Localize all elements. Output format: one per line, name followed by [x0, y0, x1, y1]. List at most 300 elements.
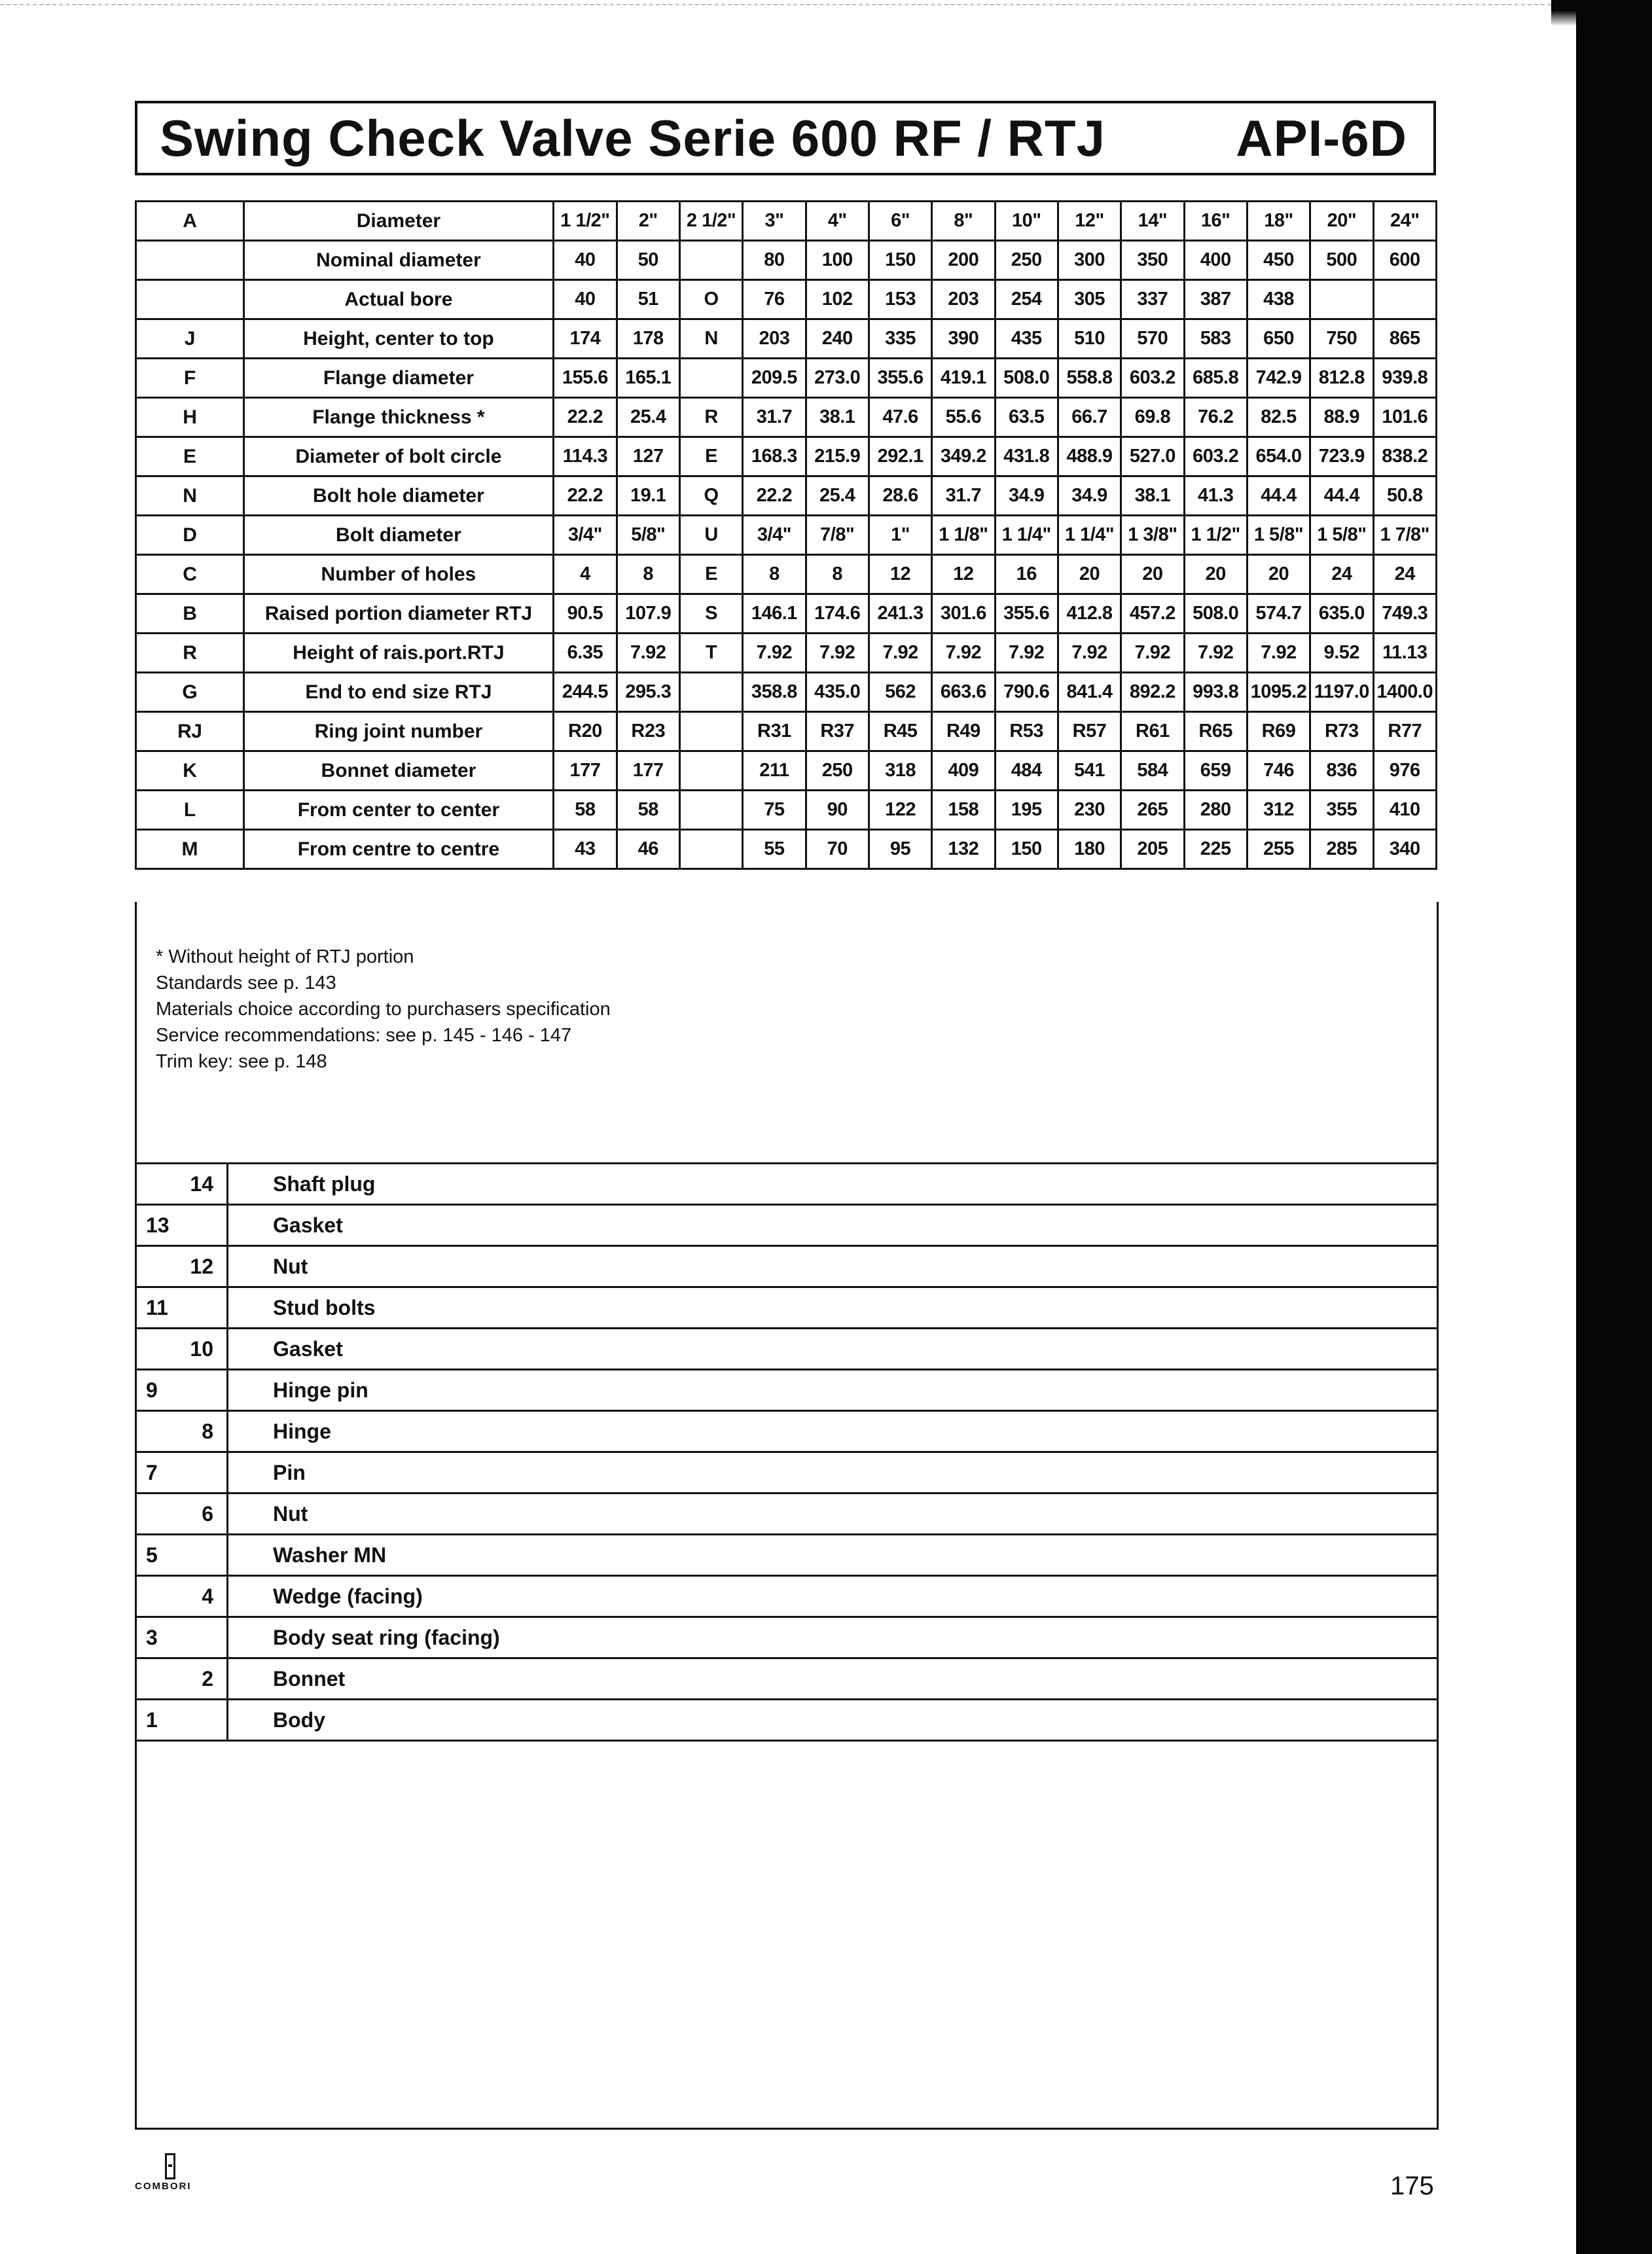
table-cell: 16" [1184, 202, 1247, 241]
table-cell: 203 [932, 280, 995, 319]
part-name: Hinge [228, 1411, 1438, 1452]
table-cell: 80 [743, 241, 806, 280]
table-cell: 1 5/8" [1247, 516, 1310, 555]
table-cell: 55 [743, 830, 806, 869]
part-number: 5 [136, 1535, 228, 1576]
table-cell: 209.5 [743, 359, 806, 398]
table-cell: 76 [743, 280, 806, 319]
dimension-label: Diameter of bolt circle [243, 437, 554, 476]
table-cell: 150 [995, 830, 1058, 869]
table-cell: 240 [806, 319, 869, 359]
table-cell: 1 7/8" [1373, 516, 1437, 555]
table-cell: 558.8 [1058, 359, 1121, 398]
table-cell [1373, 280, 1437, 319]
table-cell: 150 [869, 241, 931, 280]
table-cell: 20 [1184, 555, 1247, 594]
table-row [136, 280, 1437, 319]
table-cell: 295.3 [617, 673, 679, 712]
table-cell: R65 [1184, 712, 1247, 751]
table-cell: 939.8 [1373, 359, 1437, 398]
table-cell: 44.4 [1247, 476, 1310, 516]
table-cell: 438 [1247, 280, 1310, 319]
table-cell: 7.92 [743, 634, 806, 673]
note-line: Standards see p. 143 [156, 973, 336, 993]
part-number: 14 [136, 1164, 228, 1205]
table-cell: 7.92 [1058, 634, 1121, 673]
table-cell: 635.0 [1310, 594, 1373, 634]
table-cell: 1 1/2" [1184, 516, 1247, 555]
scan-top-rule [0, 4, 1558, 5]
notes-block [156, 944, 611, 1075]
table-cell: 12 [932, 555, 995, 594]
table-cell: 153 [869, 280, 931, 319]
table-cell: R77 [1373, 712, 1437, 751]
table-cell: 431.8 [995, 437, 1058, 476]
table-cell: 5/8" [617, 516, 679, 555]
table-cell: 603.2 [1184, 437, 1247, 476]
table-cell: 76.2 [1184, 398, 1247, 437]
part-number: 6 [136, 1494, 228, 1535]
table-cell: 241.3 [869, 594, 931, 634]
dimension-label: Bonnet diameter [243, 751, 554, 791]
table-cell: 450 [1247, 241, 1310, 280]
table-cell [679, 791, 742, 830]
table-cell: 285 [1310, 830, 1373, 869]
table-cell: 435 [995, 319, 1058, 359]
table-cell [679, 830, 742, 869]
table-row [136, 712, 1437, 751]
table-cell: 18" [1247, 202, 1310, 241]
part-name: Wedge (facing) [228, 1576, 1438, 1617]
table-cell: 178 [617, 319, 679, 359]
table-cell: 31.7 [932, 476, 995, 516]
table-cell: 88.9 [1310, 398, 1373, 437]
table-cell: 9.52 [1310, 634, 1373, 673]
table-cell: 51 [617, 280, 679, 319]
table-cell: 101.6 [1373, 398, 1437, 437]
table-cell: 7.92 [1184, 634, 1247, 673]
table-cell: 24 [1310, 555, 1373, 594]
dimension-code: F [136, 359, 244, 398]
table-cell: 22.2 [743, 476, 806, 516]
list-item [136, 1411, 1438, 1452]
part-name: Gasket [228, 1205, 1438, 1246]
table-row [136, 437, 1437, 476]
table-cell: 355 [1310, 791, 1373, 830]
table-row [136, 241, 1437, 280]
table-row [136, 555, 1437, 594]
table-cell: 31.7 [743, 398, 806, 437]
table-row [136, 830, 1437, 869]
table-cell: 742.9 [1247, 359, 1310, 398]
table-cell: 22.2 [554, 398, 617, 437]
table-cell: 355.6 [995, 594, 1058, 634]
table-cell: 12" [1058, 202, 1121, 241]
table-cell: 390 [932, 319, 995, 359]
note-line: Trim key: see p. 148 [156, 1051, 327, 1072]
table-cell: 435.0 [806, 673, 869, 712]
table-cell: 20 [1058, 555, 1121, 594]
table-cell: 457.2 [1121, 594, 1184, 634]
table-cell: 583 [1184, 319, 1247, 359]
note-line: Service recommendations: see p. 145 - 146 - 147 [156, 1025, 572, 1046]
table-cell: R20 [554, 712, 617, 751]
table-cell: 335 [869, 319, 931, 359]
table-cell: 8 [743, 555, 806, 594]
dimension-label: Number of holes [243, 555, 554, 594]
table-cell: Q [679, 476, 742, 516]
table-cell: 254 [995, 280, 1058, 319]
table-cell: 301.6 [932, 594, 995, 634]
table-cell: 265 [1121, 791, 1184, 830]
table-row [136, 791, 1437, 830]
dimension-label: Ring joint number [243, 712, 554, 751]
table-cell: 20" [1310, 202, 1373, 241]
page-title: Swing Check Valve Serie 600 RF / RTJ [160, 109, 1105, 167]
table-cell: 211 [743, 751, 806, 791]
table-cell: 47.6 [869, 398, 931, 437]
table-cell: 127 [617, 437, 679, 476]
part-name: Body [228, 1700, 1438, 1741]
table-cell: 7.92 [932, 634, 995, 673]
table-cell: 663.6 [932, 673, 995, 712]
table-cell: 1400.0 [1373, 673, 1437, 712]
table-cell: E [679, 437, 742, 476]
part-name: Gasket [228, 1329, 1438, 1370]
table-cell: 1 1/8" [932, 516, 995, 555]
table-cell: 570 [1121, 319, 1184, 359]
table-cell: 7.92 [1121, 634, 1184, 673]
part-name: Hinge pin [228, 1370, 1438, 1411]
table-cell: R37 [806, 712, 869, 751]
table-cell: 28.6 [869, 476, 931, 516]
dimension-code: D [136, 516, 244, 555]
table-cell: 25.4 [617, 398, 679, 437]
table-cell: R [679, 398, 742, 437]
table-cell: 82.5 [1247, 398, 1310, 437]
table-cell: 500 [1310, 241, 1373, 280]
table-cell: 865 [1373, 319, 1437, 359]
logo-wordmark: COMBORI [135, 2181, 192, 2192]
table-cell: 488.9 [1058, 437, 1121, 476]
table-cell: 24 [1373, 555, 1437, 594]
table-row [136, 594, 1437, 634]
table-cell: 10" [995, 202, 1058, 241]
list-item [136, 1617, 1438, 1658]
table-cell: 3" [743, 202, 806, 241]
table-row [136, 359, 1437, 398]
table-row [136, 634, 1437, 673]
list-item [136, 1535, 1438, 1576]
table-cell: 685.8 [1184, 359, 1247, 398]
table-cell: 892.2 [1121, 673, 1184, 712]
table-cell: 205 [1121, 830, 1184, 869]
table-cell: 102 [806, 280, 869, 319]
table-cell: 8 [806, 555, 869, 594]
dimension-code: J [136, 319, 244, 359]
table-cell: 122 [869, 791, 931, 830]
table-cell: 107.9 [617, 594, 679, 634]
company-logo [135, 2153, 240, 2192]
dimension-label: Nominal diameter [243, 241, 554, 280]
table-cell: 203 [743, 319, 806, 359]
dimension-label: Bolt diameter [243, 516, 554, 555]
dimension-code: H [136, 398, 244, 437]
table-cell: R57 [1058, 712, 1121, 751]
part-number: 12 [136, 1246, 228, 1287]
table-cell: 6.35 [554, 634, 617, 673]
table-cell: 244.5 [554, 673, 617, 712]
list-item [136, 1658, 1438, 1700]
dimension-code [136, 241, 244, 280]
table-cell: 1" [869, 516, 931, 555]
table-cell: 300 [1058, 241, 1121, 280]
table-cell: 349.2 [932, 437, 995, 476]
table-cell: R45 [869, 712, 931, 751]
list-item [136, 1494, 1438, 1535]
part-number: 3 [136, 1617, 228, 1658]
dimension-code: B [136, 594, 244, 634]
table-cell: 790.6 [995, 673, 1058, 712]
table-row [136, 476, 1437, 516]
table-cell: 8" [932, 202, 995, 241]
table-cell: 650 [1247, 319, 1310, 359]
table-cell: 412.8 [1058, 594, 1121, 634]
table-cell: 158 [932, 791, 995, 830]
parts-list-table [135, 1162, 1439, 1742]
table-cell: 66.7 [1058, 398, 1121, 437]
table-cell [1310, 280, 1373, 319]
table-cell: 746 [1247, 751, 1310, 791]
table-cell: 3/4" [743, 516, 806, 555]
part-number: 8 [136, 1411, 228, 1452]
table-cell: 46 [617, 830, 679, 869]
table-cell: 255 [1247, 830, 1310, 869]
dimension-code: RJ [136, 712, 244, 751]
table-cell: 527.0 [1121, 437, 1184, 476]
table-cell: U [679, 516, 742, 555]
table-cell: 1095.2 [1247, 673, 1310, 712]
table-cell: 43 [554, 830, 617, 869]
table-cell: 3/4" [554, 516, 617, 555]
table-row [136, 673, 1437, 712]
table-cell: 358.8 [743, 673, 806, 712]
table-cell: 280 [1184, 791, 1247, 830]
table-cell: 100 [806, 241, 869, 280]
table-cell: 174 [554, 319, 617, 359]
table-cell: 562 [869, 673, 931, 712]
table-cell: 337 [1121, 280, 1184, 319]
table-cell: 225 [1184, 830, 1247, 869]
list-item [136, 1370, 1438, 1411]
table-cell: 2" [617, 202, 679, 241]
part-number: 2 [136, 1658, 228, 1700]
table-cell: 69.8 [1121, 398, 1184, 437]
table-row [136, 516, 1437, 555]
table-cell: 603.2 [1121, 359, 1184, 398]
part-number: 10 [136, 1329, 228, 1370]
dimension-label: Height of rais.port.RTJ [243, 634, 554, 673]
table-cell: 155.6 [554, 359, 617, 398]
table-cell: 749.3 [1373, 594, 1437, 634]
table-cell: 34.9 [1058, 476, 1121, 516]
table-cell: 292.1 [869, 437, 931, 476]
table-cell: 7.92 [806, 634, 869, 673]
table-cell: 11.13 [1373, 634, 1437, 673]
table-cell: 177 [617, 751, 679, 791]
table-cell: 312 [1247, 791, 1310, 830]
table-cell: 114.3 [554, 437, 617, 476]
table-cell: 250 [806, 751, 869, 791]
part-name: Nut [228, 1246, 1438, 1287]
table-row [136, 319, 1437, 359]
table-cell: E [679, 555, 742, 594]
table-cell: 165.1 [617, 359, 679, 398]
table-cell: 410 [1373, 791, 1437, 830]
table-cell: 90.5 [554, 594, 617, 634]
page-number: 175 [1390, 2172, 1434, 2200]
table-cell [679, 673, 742, 712]
dimension-label: Flange thickness * [243, 398, 554, 437]
part-name: Pin [228, 1452, 1438, 1494]
dimension-label: Diameter [243, 202, 554, 241]
table-cell: 600 [1373, 241, 1437, 280]
dimension-code: N [136, 476, 244, 516]
table-cell: 250 [995, 241, 1058, 280]
table-cell: 4" [806, 202, 869, 241]
part-number: 11 [136, 1287, 228, 1329]
table-cell: 400 [1184, 241, 1247, 280]
table-cell: 838.2 [1373, 437, 1437, 476]
table-cell: 409 [932, 751, 995, 791]
table-cell: 24" [1373, 202, 1437, 241]
table-cell: 174.6 [806, 594, 869, 634]
table-cell: 177 [554, 751, 617, 791]
scan-binding-edge [1576, 0, 1652, 2254]
table-cell: 510 [1058, 319, 1121, 359]
table-cell: 34.9 [995, 476, 1058, 516]
table-cell: 1197.0 [1310, 673, 1373, 712]
list-item [136, 1205, 1438, 1246]
list-item [136, 1329, 1438, 1370]
table-cell: O [679, 280, 742, 319]
table-cell: 95 [869, 830, 931, 869]
table-cell: 836 [1310, 751, 1373, 791]
table-cell: 25.4 [806, 476, 869, 516]
table-cell: 200 [932, 241, 995, 280]
table-cell: 63.5 [995, 398, 1058, 437]
table-cell: 58 [554, 791, 617, 830]
list-item [136, 1287, 1438, 1329]
table-cell: 1 3/8" [1121, 516, 1184, 555]
table-cell: 7.92 [1247, 634, 1310, 673]
table-row [136, 202, 1437, 241]
part-name: Shaft plug [228, 1164, 1438, 1205]
part-number: 4 [136, 1576, 228, 1617]
dimension-code: K [136, 751, 244, 791]
table-cell: 723.9 [1310, 437, 1373, 476]
table-cell: 20 [1247, 555, 1310, 594]
dimension-label: Bolt hole diameter [243, 476, 554, 516]
table-cell: 14" [1121, 202, 1184, 241]
table-cell: 40 [554, 241, 617, 280]
part-name: Bonnet [228, 1658, 1438, 1700]
table-cell: 4 [554, 555, 617, 594]
table-cell: 812.8 [1310, 359, 1373, 398]
table-cell: N [679, 319, 742, 359]
list-item [136, 1246, 1438, 1287]
logo-mark-icon [165, 2153, 175, 2179]
part-name: Stud bolts [228, 1287, 1438, 1329]
table-cell: 55.6 [932, 398, 995, 437]
table-cell: 484 [995, 751, 1058, 791]
table-cell: 7.92 [869, 634, 931, 673]
table-cell: 1 5/8" [1310, 516, 1373, 555]
table-cell: 41.3 [1184, 476, 1247, 516]
table-cell: 40 [554, 280, 617, 319]
list-item [136, 1576, 1438, 1617]
table-cell: 355.6 [869, 359, 931, 398]
part-number: 1 [136, 1700, 228, 1741]
dimension-label: Height, center to top [243, 319, 554, 359]
table-cell: R31 [743, 712, 806, 751]
table-cell: 50 [617, 241, 679, 280]
dimension-label: From center to center [243, 791, 554, 830]
table-cell: 19.1 [617, 476, 679, 516]
table-cell: 215.9 [806, 437, 869, 476]
dimension-label: Actual bore [243, 280, 554, 319]
table-cell: 7/8" [806, 516, 869, 555]
table-cell: 993.8 [1184, 673, 1247, 712]
table-cell: 1 1/4" [995, 516, 1058, 555]
table-cell: 305 [1058, 280, 1121, 319]
table-cell: 195 [995, 791, 1058, 830]
table-cell: 654.0 [1247, 437, 1310, 476]
table-cell: R53 [995, 712, 1058, 751]
table-cell: 16 [995, 555, 1058, 594]
dimension-code: C [136, 555, 244, 594]
table-cell: 180 [1058, 830, 1121, 869]
table-cell: T [679, 634, 742, 673]
part-number: 7 [136, 1452, 228, 1494]
list-item [136, 1164, 1438, 1205]
table-cell: R49 [932, 712, 995, 751]
table-cell: 419.1 [932, 359, 995, 398]
list-item [136, 1452, 1438, 1494]
table-cell: 50.8 [1373, 476, 1437, 516]
part-number: 13 [136, 1205, 228, 1246]
note-line: * Without height of RTJ portion [156, 946, 414, 967]
list-item [136, 1700, 1438, 1741]
table-cell: 1 1/2" [554, 202, 617, 241]
table-cell [679, 359, 742, 398]
part-name: Body seat ring (facing) [228, 1617, 1438, 1658]
table-cell: 38.1 [1121, 476, 1184, 516]
table-cell: 2 1/2" [679, 202, 742, 241]
table-cell: 22.2 [554, 476, 617, 516]
table-cell: 12 [869, 555, 931, 594]
dimension-code: A [136, 202, 244, 241]
table-cell: 44.4 [1310, 476, 1373, 516]
dimension-code: E [136, 437, 244, 476]
dimension-label: From centre to centre [243, 830, 554, 869]
table-cell [679, 241, 742, 280]
table-cell: 584 [1121, 751, 1184, 791]
table-cell: 7.92 [995, 634, 1058, 673]
dimension-code [136, 280, 244, 319]
table-row [136, 751, 1437, 791]
table-cell: 508.0 [1184, 594, 1247, 634]
